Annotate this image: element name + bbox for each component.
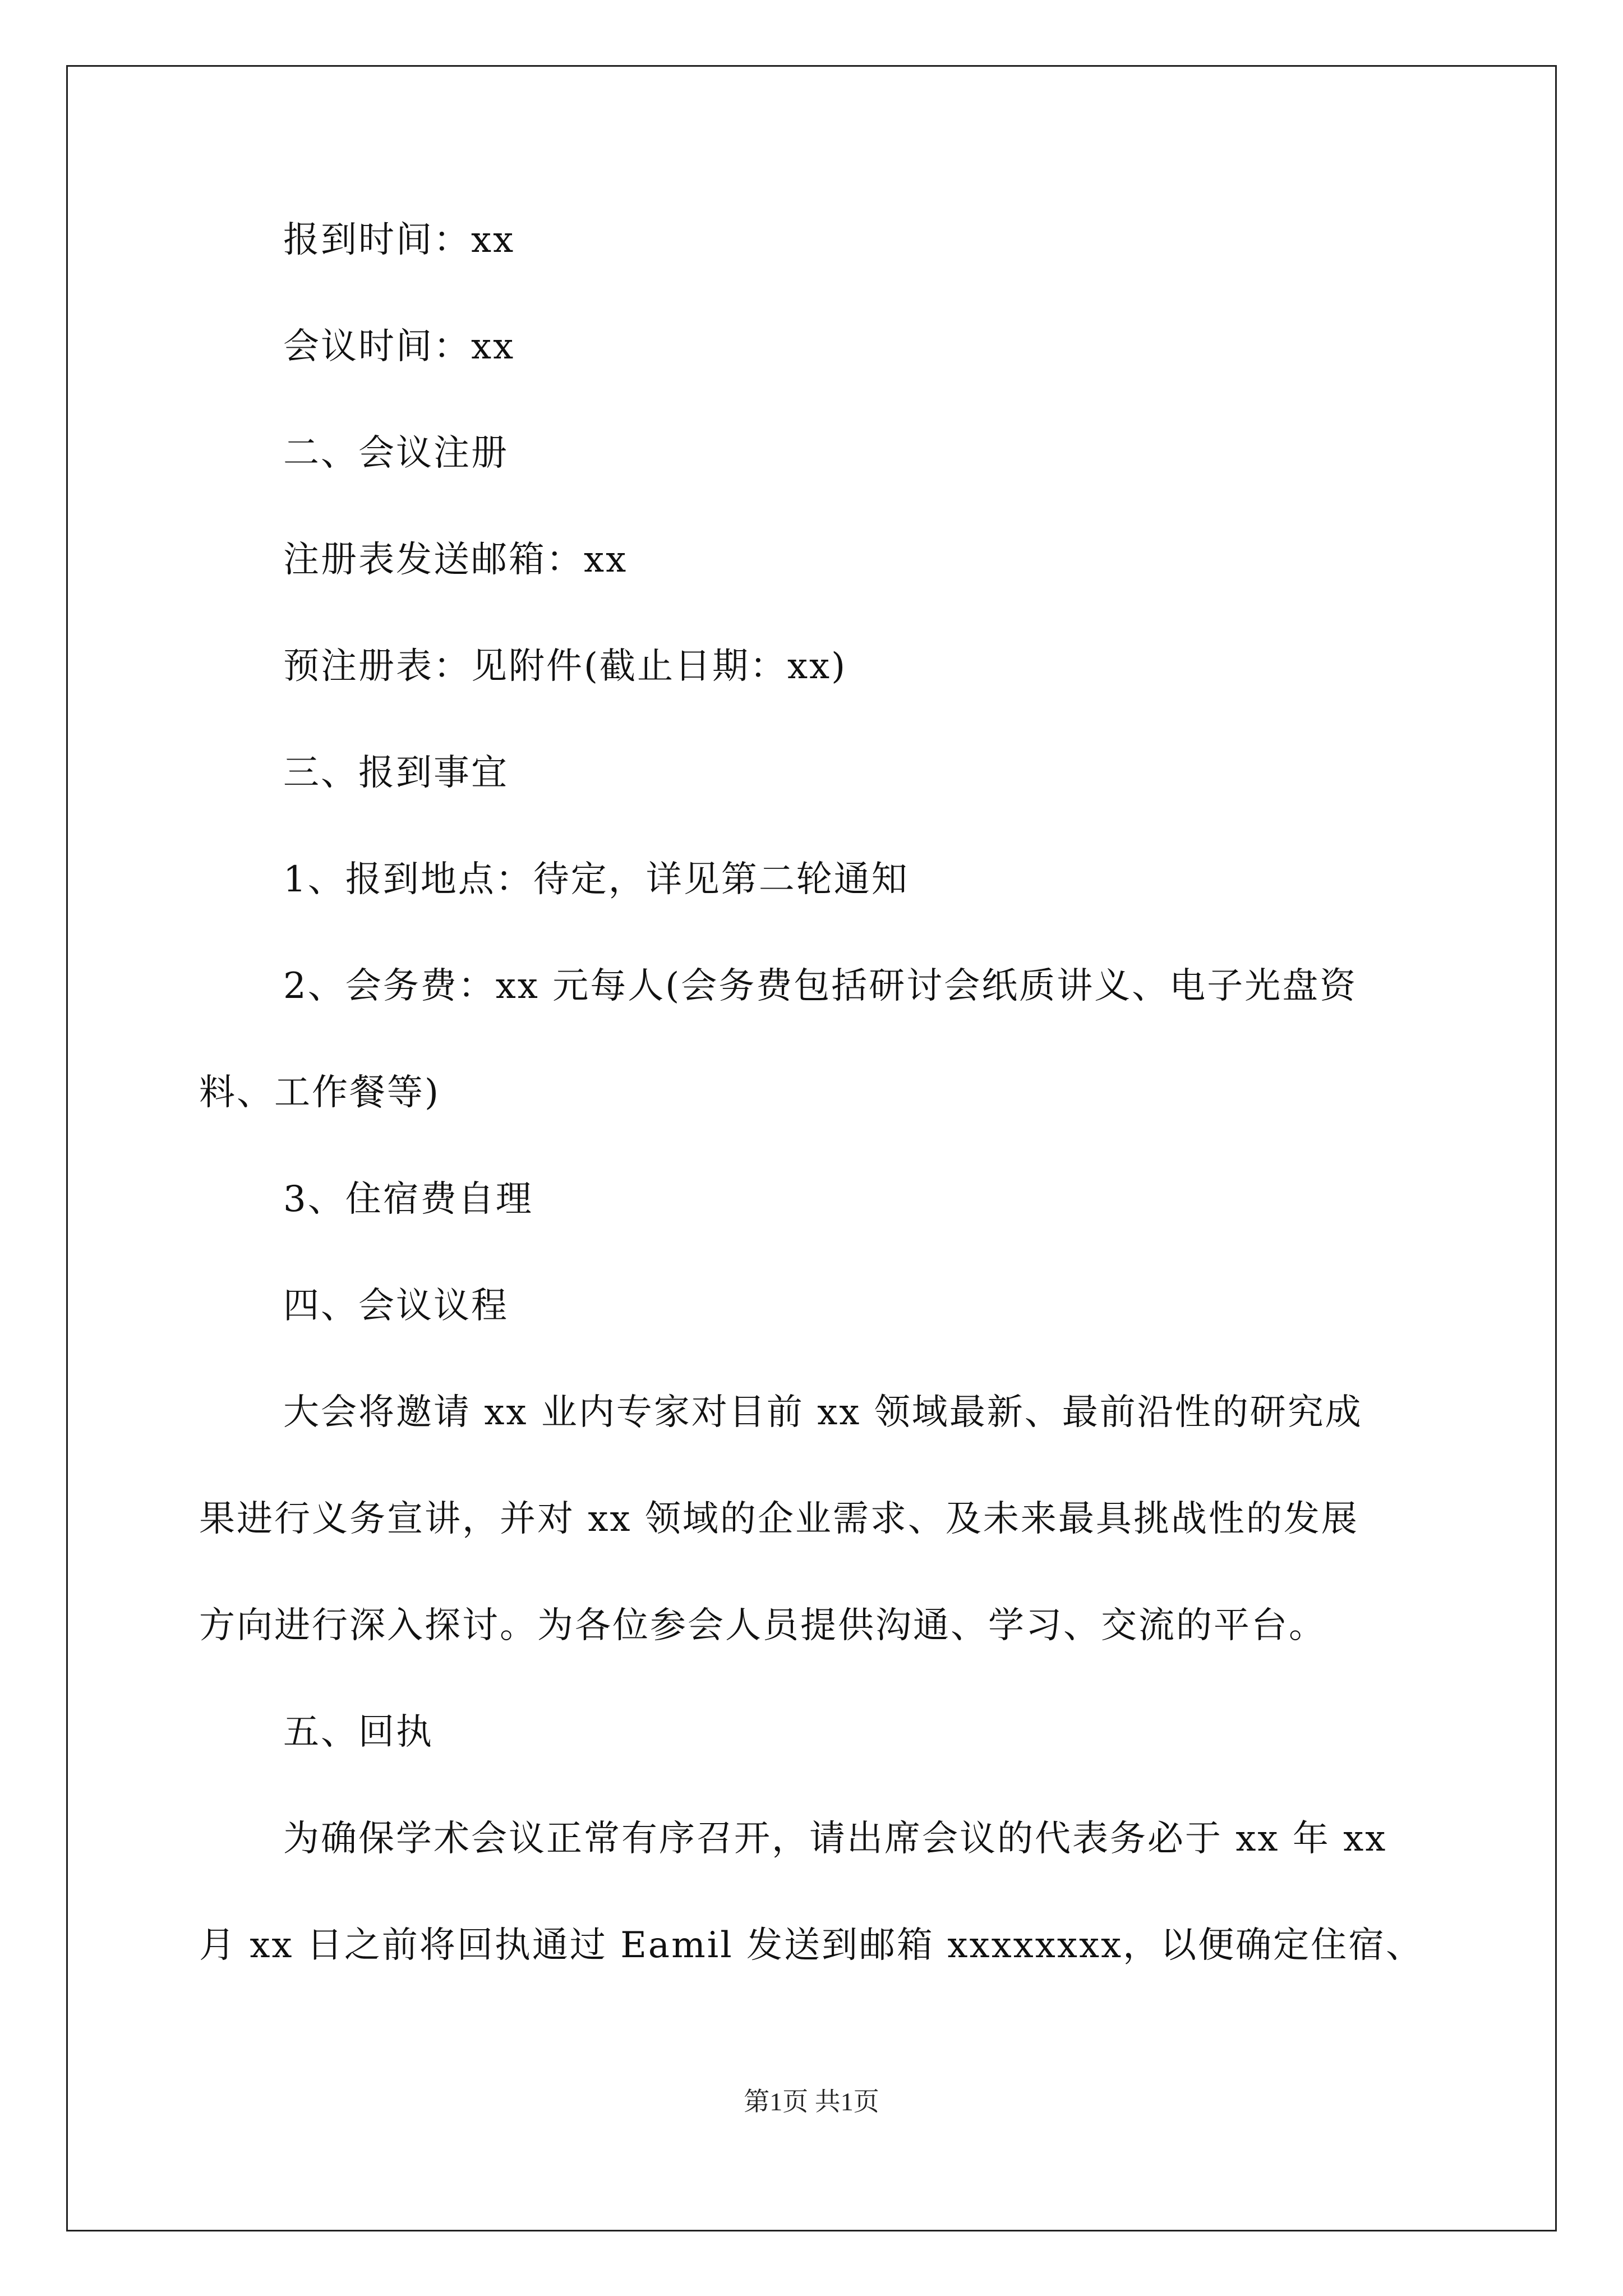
- text-line: 方向进行深入探讨。为各位参会人员提供沟通、学习、交流的平台。: [199, 1605, 1326, 1646]
- text-line: 注册表发送邮箱：xx: [283, 539, 628, 581]
- text-line: 料、工作餐等): [199, 1072, 440, 1114]
- text-line: 会议时间：xx: [283, 326, 515, 367]
- text-line: 预注册表：见附件(截止日期：xx): [283, 646, 847, 687]
- text-line: 2、会务费：xx 元每人(会务费包括研讨会纸质讲义、电子光盘资: [283, 965, 1358, 1007]
- text-line: 报到时间：xx: [283, 219, 515, 261]
- text-line: 果进行义务宣讲，并对 xx 领域的企业需求、及未来最具挑战性的发展: [199, 1498, 1359, 1540]
- section-heading: 三、报到事宜: [283, 752, 509, 794]
- section-heading: 四、会议议程: [283, 1285, 509, 1327]
- section-heading: 五、回执: [283, 1711, 434, 1753]
- text-line: 3、住宿费自理: [283, 1179, 533, 1220]
- section-heading: 二、会议注册: [283, 432, 509, 474]
- text-line: 大会将邀请 xx 业内专家对目前 xx 领域最新、最前沿性的研究成: [283, 1392, 1363, 1433]
- page-footer: 第1页 共1页: [744, 2087, 879, 2116]
- text-line: 月 xx 日之前将回执通过 Eamil 发送到邮箱 xxxxxxxx，以便确定住宿、: [199, 1925, 1424, 1966]
- text-line: 为确保学术会议正常有序召开，请出席会议的代表务必于 xx 年 xx: [283, 1818, 1387, 1860]
- text-line: 1、报到地点：待定，详见第二轮通知: [283, 859, 909, 900]
- page-border: [66, 65, 1557, 2231]
